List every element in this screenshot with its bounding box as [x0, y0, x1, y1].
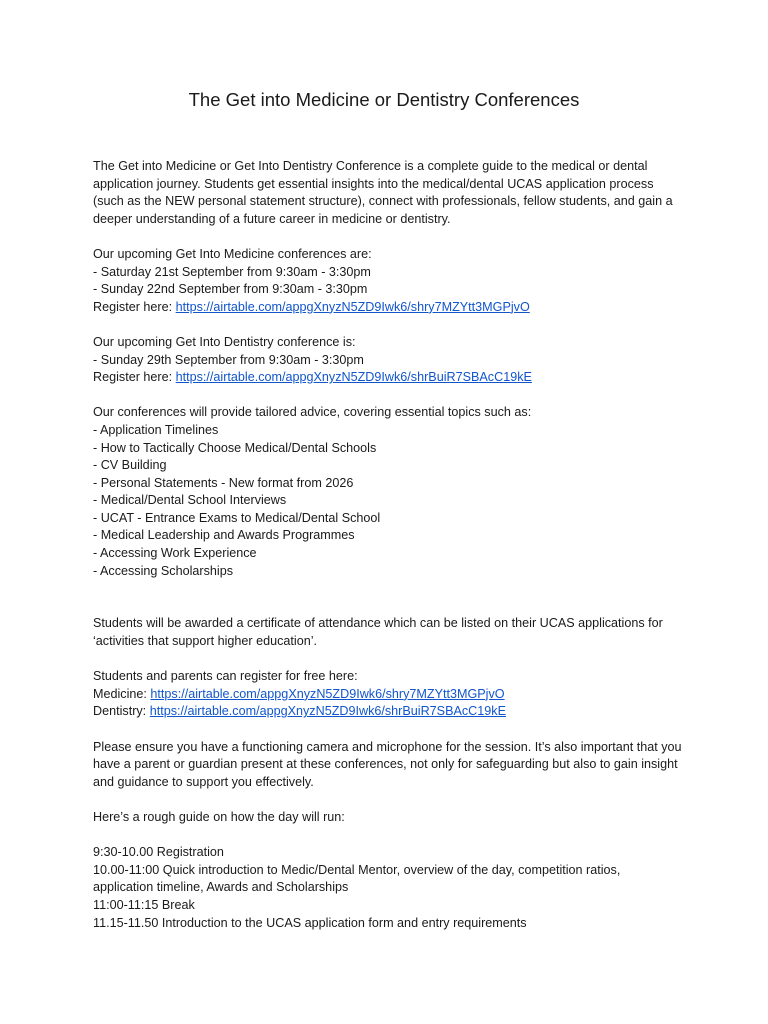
free-register-heading: Students and parents can register for free here:	[93, 669, 358, 684]
topic-item: - Personal Statements - New format from 2026	[93, 475, 354, 490]
medicine-section	[93, 246, 683, 316]
free-register-dentistry-link[interactable]: https://airtable.com/appgXnyzN5ZD9Iwk6/shrBuiR7SBAcC19kE	[149, 704, 506, 719]
free-register-medicine-link[interactable]: https://airtable.com/appgXnyzN5ZD9Iwk6/shry7MZYtt3MGPjvO	[150, 686, 505, 701]
medicine-register-line	[93, 299, 683, 317]
intro-paragraph: The Get into Medicine or Get Into Dentistry Conference is a complete guide to the medical or dental application journey. Students get essential insights into the medical/dental UCAS application process (such as the NEW personal statement structure), connect with professionals, fellow students, and gain a deeper understanding of a future career in medicine or dentistry.	[93, 159, 673, 226]
blank-line	[93, 598, 683, 616]
medicine-register-label: Register here:	[93, 299, 176, 314]
topic-item: - Accessing Scholarships	[93, 563, 233, 578]
medicine-heading: Our upcoming Get Into Medicine conferences are:	[93, 246, 372, 261]
document-body	[93, 158, 683, 950]
free-register-dentistry-label: Dentistry:	[93, 704, 150, 719]
topics-heading: Our conferences will provide tailored advice, covering essential topics such as:	[93, 405, 532, 420]
topic-item: - Application Timelines	[93, 422, 219, 437]
medicine-date-1: - Saturday 21st September from 9:30am - 3:30pm	[93, 264, 371, 279]
dentistry-heading: Our upcoming Get Into Dentistry conference is:	[93, 334, 356, 349]
topic-item: - Accessing Work Experience	[93, 546, 257, 561]
free-register-medicine-line	[93, 686, 683, 704]
schedule-item: 9:30-10.00 Registration	[93, 845, 224, 860]
document-title: The Get into Medicine or Dentistry Conferences	[188, 89, 580, 110]
schedule-item: 11.15-11.50 Introduction to the UCAS application form and entry requirements	[93, 915, 527, 930]
topic-item: - CV Building	[93, 458, 167, 473]
topics-section	[93, 404, 683, 580]
free-register-dentistry-line	[93, 703, 683, 721]
topic-item: - Medical/Dental School Interviews	[93, 493, 287, 508]
dentistry-register-label: Register here:	[93, 370, 176, 385]
free-register-medicine-label: Medicine:	[93, 686, 151, 701]
schedule-intro: Here’s a rough guide on how the day will run:	[93, 809, 345, 824]
topic-item: - Medical Leadership and Awards Programmes	[93, 528, 355, 543]
topic-item: - How to Tactically Choose Medical/Dental Schools	[93, 440, 377, 455]
medicine-register-link[interactable]: https://airtable.com/appgXnyzN5ZD9Iwk6/shry7MZYtt3MGPjvO	[175, 299, 530, 314]
dentistry-register-line	[93, 369, 683, 387]
medicine-date-2: - Sunday 22nd September from 9:30am - 3:30pm	[93, 282, 368, 297]
certificate-paragraph: Students will be awarded a certificate of attendance which can be listed on their UCAS applications for ‘activities that support higher education’.	[93, 616, 663, 649]
dentistry-section	[93, 334, 683, 387]
requirements-paragraph: Please ensure you have a functioning camera and microphone for the session. It’s also important that you have a parent or guardian present at these conferences, not only for safeguarding but also to gain insight and guidance to support you effectively.	[93, 739, 682, 789]
free-register-section	[93, 668, 683, 721]
dentistry-register-link[interactable]: https://airtable.com/appgXnyzN5ZD9Iwk6/shrBuiR7SBAcC19kE	[175, 370, 532, 385]
schedule-item: 11:00-11:15 Break	[93, 897, 195, 912]
schedule-item: 10.00-11:00 Quick introduction to Medic/Dental Mentor, overview of the day, competition ratios, application timeline, Awards and Scholarships	[93, 862, 621, 895]
schedule-list	[93, 844, 683, 932]
dentistry-date-1: - Sunday 29th September from 9:30am - 3:30pm	[93, 352, 364, 367]
topic-item: - UCAT - Entrance Exams to Medical/Dental School	[93, 510, 381, 525]
